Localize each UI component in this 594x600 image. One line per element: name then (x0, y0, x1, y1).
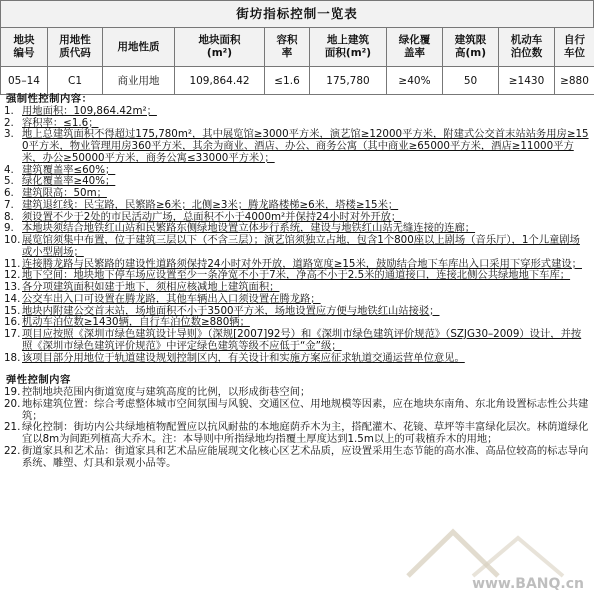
table-row (1, 67, 594, 95)
list-item (0, 353, 590, 365)
control-content (0, 94, 590, 469)
item-text: 本地块须结合地铁红山站和民繁路东侧绿地设置立体步行系统，建设与地铁红山站无缝连接的连廊； (22, 222, 476, 235)
item-number: 4. (4, 163, 14, 176)
list-item (0, 446, 590, 470)
table-cell: 109,864.42 (175, 67, 265, 95)
table-cell: 50 (443, 67, 499, 95)
table-header-row (1, 28, 594, 67)
item-text: 用地面积：109,864.42m²； (22, 104, 157, 117)
item-number: 1. (4, 104, 14, 117)
table-title: 街坊指标控制一览表 (0, 0, 594, 27)
mandatory-list (0, 106, 590, 365)
table-cell: ≥880 (555, 67, 594, 95)
item-number: 3. (4, 128, 14, 141)
item-text: 连接腾龙路与民繁路的建设性道路须保持24小时对外开放，道路宽度≥15米，鼓励结合地下车库出入口采用下穿形式建设； (22, 257, 582, 270)
item-number: 2. (4, 116, 14, 129)
table-cell: ≤1.6 (265, 67, 310, 95)
indicator-table (0, 27, 594, 95)
item-text: 各分项建筑面积如建于地下，须相应核减地上建筑面积； (22, 281, 280, 293)
item-text: 控制地块范围内街道宽度与建筑高度的比例，以形成街巷空间； (22, 386, 311, 398)
table-cell: C1 (48, 67, 103, 95)
elastic-title: 弹性控制内容 (6, 374, 71, 387)
item-number: 22. (4, 444, 21, 457)
column-header: 地上建筑 面积(m²) (310, 28, 387, 67)
list-item (0, 399, 590, 423)
list-item (0, 422, 590, 446)
item-text: 项目应按照《深圳市绿色建筑设计导则》（深规[2007]92号）和《深圳市绿色建筑评价规范》（SZJG30–2009）设计，并按照《深圳市绿色建筑评价规范》中评定绿色建筑等级不应低于“金”级； (22, 328, 582, 352)
table-cell: ≥1430 (499, 67, 555, 95)
item-number: 15. (4, 304, 21, 317)
watermark-logo (398, 524, 588, 594)
item-text: 绿化控制：街坊内公共绿地植物配置应以抗风耐盐的本地庭荫乔木为主，搭配灌木、花镜、草坪等丰富绿化层次。林荫道绿化宜以8m为间距列植高大乔木。注：本导则中所指绿地均指覆土厚度达到1.5m以上的可栽植乔木的用地； (22, 421, 589, 445)
item-number: 9. (4, 222, 14, 235)
list-item (0, 129, 590, 164)
column-header: 用地性 质代码 (48, 28, 103, 67)
column-header: 地块面积 (m²) (175, 28, 265, 67)
item-text: 公交车出入口可设置在腾龙路，其他车辆出入口须设置在腾龙路； (22, 292, 321, 305)
table-cell: 商业用地 (103, 67, 175, 95)
item-number: 18. (4, 351, 21, 364)
elastic-list (0, 387, 590, 469)
item-text: 绿化覆盖率≥40%； (22, 175, 116, 188)
item-text: 该项目部分用地位于轨道建设规划控制区内，有关设计和实施方案应征求轨道交通运营单位意见。 (22, 351, 465, 364)
item-number: 8. (4, 210, 14, 223)
item-number: 16. (4, 316, 21, 329)
item-text: 地块内附建公交首末站，场地面积不小于3500平方米，场地设置应方便与地铁红山站接驳； (22, 304, 440, 317)
table-cell: 05–14 (1, 67, 48, 95)
item-text: 机动车泊位数≥1430辆，自行车泊位数≥880辆； (22, 316, 250, 329)
item-number: 6. (4, 187, 14, 199)
item-number: 17. (4, 328, 21, 340)
column-header: 机动车 泊位数 (499, 28, 555, 67)
item-number: 13. (4, 281, 21, 293)
table-cell: 175,780 (310, 67, 387, 95)
item-text: 须设置不少于2处的市民活动广场，总面积不小于4000m²并保持24小时对外开放； (22, 210, 402, 223)
mandatory-title: 强制性控制内容： (6, 93, 93, 105)
column-header: 建筑限 高(m) (443, 28, 499, 67)
item-text: 建筑退红线：民宝路，民繁路≥6米；北侧≥3米；腾龙路楼梯≥6米，塔楼≥15米； (22, 198, 399, 211)
item-text: 街道家具和艺术品：街道家具和艺术品应能展现文化核心区艺术品质，应设置采用生态节能的高水准、高品位较高的标志导向系统、雕塑、灯具和景观小品等。 (22, 444, 589, 469)
item-number: 14. (4, 292, 21, 305)
item-number: 19. (4, 386, 21, 398)
column-header: 自行 车位 (555, 28, 594, 67)
column-header: 地块 编号 (1, 28, 48, 67)
item-text: 地标建筑位置：综合考虑整体城市空间氛围与风貌、交通区位、用地规模等因素，应在地块东南角、东北角设置标志性公共建筑； (22, 397, 589, 422)
list-item (0, 235, 590, 259)
column-header: 绿化覆 盖率 (387, 28, 443, 67)
item-text: 展览馆须集中布置，位于建筑三层以下（不含三层）；演艺馆须独立占地，包含1个800座以上剧场（音乐厅），1个儿童剧场或小型剧场； (22, 234, 580, 258)
item-number: 12. (4, 269, 21, 282)
watermark-text: www.BANQ.cn (472, 576, 584, 592)
item-text: 地下空间：地块地下停车场应设置至少一条净宽不小于7米，净高不小于2.5米的通道接口，连接北侧公共绿地地下车库； (22, 269, 571, 282)
item-number: 21. (4, 421, 21, 434)
item-number: 5. (4, 175, 14, 188)
item-number: 7. (4, 198, 14, 211)
column-header: 用地性质 (103, 28, 175, 67)
item-number: 11. (4, 257, 21, 270)
table-cell: ≥40% (387, 67, 443, 95)
list-item (0, 329, 590, 353)
item-number: 20. (4, 397, 21, 410)
item-text: 建筑限高：50m； (22, 187, 107, 199)
item-text: 地上总建筑面积不得超过175,780m²，其中展览馆≥3000平方米，演艺馆≥12000平方米，附建式公交首末站站务用房≥150平方米，物业管理用房360平方米，其余为商业、酒店、办公、商务公寓（其中商业≥65000平方米，酒店≥11000平方米，办公≥50000平方米，商务公寓≤33000平方米）； (22, 128, 589, 164)
column-header: 容积 率 (265, 28, 310, 67)
item-text: 建筑覆盖率≤60%； (22, 163, 116, 176)
item-number: 10. (4, 234, 21, 246)
item-text: 容积率：≤1.6； (22, 116, 99, 129)
